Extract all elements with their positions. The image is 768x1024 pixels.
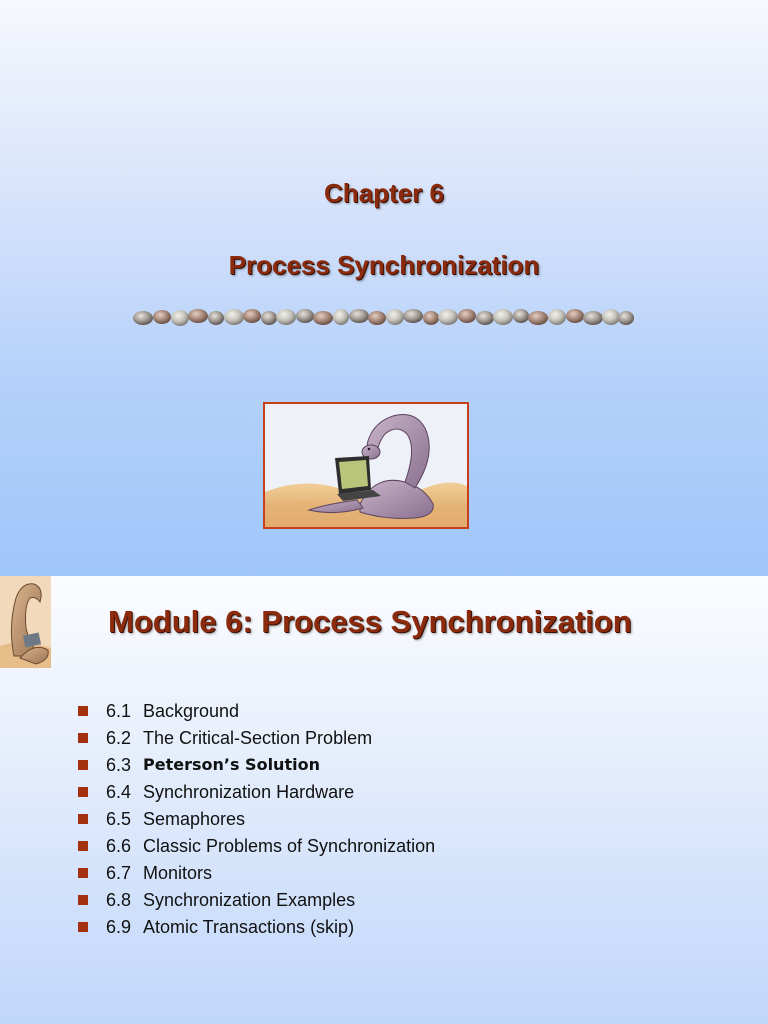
- section-number: 6.5: [106, 809, 132, 829]
- section-title: Semaphores: [143, 809, 246, 829]
- section-number: 6.8: [106, 890, 132, 910]
- section-number: 6.9: [106, 917, 132, 937]
- square-bullet-icon: [78, 733, 88, 743]
- square-bullet-icon: [78, 895, 88, 905]
- square-bullet-icon: [78, 760, 88, 770]
- section-title: Atomic Transactions (skip): [143, 917, 355, 937]
- dinosaur-with-laptop-illustration: [263, 402, 469, 529]
- section-title: Peterson’s Solution: [143, 755, 320, 774]
- dinosaur-corner-logo: [0, 576, 51, 668]
- square-bullet-icon: [78, 787, 88, 797]
- square-bullet-icon: [78, 841, 88, 851]
- chapter-subtitle: Process Synchronization: [228, 250, 540, 280]
- section-title: Synchronization Hardware: [143, 782, 355, 802]
- section-number: 6.7: [106, 863, 132, 883]
- module-title: Module 6: Process Synchronization: [108, 604, 632, 639]
- section-number: 6.3: [106, 755, 132, 775]
- square-bullet-icon: [78, 706, 88, 716]
- section-title: Monitors: [143, 863, 213, 883]
- section-title: Background: [143, 701, 240, 721]
- section-number: 6.4: [106, 782, 132, 802]
- square-bullet-icon: [78, 814, 88, 824]
- chapter-title: Chapter 6: [324, 178, 444, 208]
- square-bullet-icon: [78, 868, 88, 878]
- section-title: Synchronization Examples: [143, 890, 356, 910]
- module-slide: [0, 576, 768, 1024]
- section-number: 6.2: [106, 728, 132, 748]
- pebble-row-divider: [130, 300, 635, 332]
- section-number: 6.6: [106, 836, 132, 856]
- square-bullet-icon: [78, 922, 88, 932]
- section-number: 6.1: [106, 701, 132, 721]
- section-title: Classic Problems of Synchronization: [143, 836, 436, 856]
- section-title: The Critical-Section Problem: [143, 728, 373, 748]
